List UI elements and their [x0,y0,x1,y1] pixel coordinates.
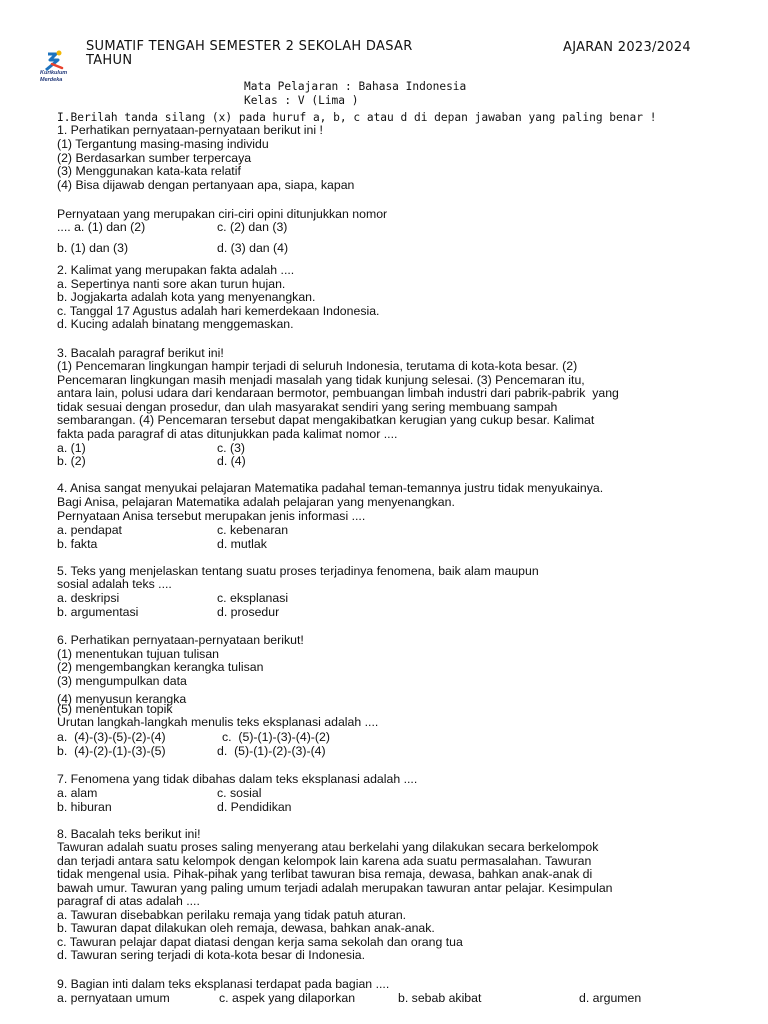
q4-option-d: d. mutlak [217,537,267,551]
logo-text-line-2: Merdeka [40,77,63,83]
q2-option-c: c. Tanggal 17 Agustus adalah hari kemerdekaan Indonesia. [57,304,380,318]
q5-line-1: 5. Teks yang menjelaskan tentang suatu proses terjadinya fenomena, baik alam maupun [57,564,539,578]
q3-paragraph-line-4: tidak sesuai dengan prosedur, dan ulah masyarakat sendiri yang sering membuang sampah [57,400,558,414]
subject-label: Mata Pelajaran : Bahasa Indonesia [244,80,467,93]
logo-mark-icon [38,50,78,72]
q9-question: 9. Bagian inti dalam teks eksplanasi terdapat pada bagian .... [57,977,390,991]
q3-paragraph-line-3: antara lain, polusi udara dari kendaraan bermotor, pembuangan limbah industri dari pabrik-pabrik yang [57,386,619,400]
q8-intro: 8. Bacalah teks berikut ini! [57,827,201,841]
q6-intro: 6. Perhatikan pernyataan-pernyataan berikut! [57,633,304,647]
q4-option-c: c. kebenaran [217,523,289,537]
q5-line-2: sosial adalah teks .... [57,577,172,591]
q9-option-b: b. sebab akibat [398,991,482,1005]
q3-option-c: c. (3) [217,441,246,455]
q9-option-c: c. aspek yang dilaporkan [219,991,356,1005]
q1-intro: 1. Perhatikan pernyataan-pernyataan berikut ini ! [57,123,323,137]
q3-option-b: b. (2) [57,454,86,468]
q8-option-b: b. Tawuran dapat dilakukan oleh remaja, dewasa, bahkan anak-anak. [57,921,435,935]
q6-statement-3: (3) mengumpulkan data [57,674,187,688]
q6-statement-5: (5) menentukan topik [57,702,173,716]
q7-question: 7. Fenomena yang tidak dibahas dalam teks eksplanasi adalah .... [57,772,418,786]
q4-option-a: a. pendapat [57,523,122,537]
q6-statement-2: (2) mengembangkan kerangka tulisan [57,660,264,674]
q6-statement-4: (4) menyusun kerangka [57,692,187,706]
q6-option-b: b. (4)-(2)-(1)-(3)-(5) [57,744,166,758]
q1-question: Pernyataan yang merupakan ciri-ciri opini ditunjukkan nomor [57,207,388,221]
q7-option-a: a. alam [57,786,98,800]
q1-statement-3: (3) Menggunakan kata-kata relatif [57,164,241,178]
q6-statement-1: (1) menentukan tujuan tulisan [57,647,220,661]
q4-option-b: b. fakta [57,537,98,551]
q7-option-d: d. Pendidikan [217,800,292,814]
q1-statement-2: (2) Berdasarkan sumber terpercaya [57,151,252,165]
q8-option-a: a. Tawuran disebabkan perilaku remaja yang tidak patuh aturan. [57,908,407,922]
q1-option-b: b. (1) dan (3) [57,241,129,255]
q8-text-line-1: Tawuran adalah suatu proses saling menyerang atau berkelahi yang dilakukan secara berkelompok [57,840,599,854]
q2-option-a: a. Sepertinya nanti sore akan turun hujan. [57,277,286,291]
q2-question: 2. Kalimat yang merupakan fakta adalah .... [57,263,295,277]
q6-option-d: d. (5)-(1)-(2)-(3)-(4) [217,744,326,758]
q1-option-c: c. (2) dan (3) [217,220,288,234]
q3-option-d: d. (4) [217,454,246,468]
q8-text-line-4: bawah umur. Tawuran yang paling umum terjadi adalah merupakan tawuran antar pelajar. Kesimpulan [57,881,613,895]
q2-option-d: d. Kucing adalah binatang menggemaskan. [57,317,294,331]
q4-line-1: 4. Anisa sangat menyukai pelajaran Matematika padahal teman-temannya justru tidak menyukainya. [57,481,604,495]
q1-option-a: .... a. (1) dan (2) [57,220,146,234]
exam-title-line-1: SUMATIF TENGAH SEMESTER 2 SEKOLAH DASAR [86,39,413,54]
q8-text-line-2: dan terjadi antara satu kelompok dengan kelompok lain karena ada suatu permasalahan. Tawuran [57,854,592,868]
q3-paragraph-line-1: (1) Pencemaran lingkungan hampir terjadi di seluruh Indonesia, terutama di kota-kota besar. (2) [57,359,578,373]
logo-text-line-1: Kurikulum [40,70,68,76]
q7-option-c: c. sosial [217,786,262,800]
q3-option-a: a. (1) [57,441,86,455]
q6-option-c: c. (5)-(1)-(3)-(4)-(2) [222,730,330,744]
instruction-text: I.Berilah tanda silang (x) pada huruf a, b, c atau d di depan jawaban yang paling benar ! [57,111,657,124]
q5-option-b: b. argumentasi [57,605,139,619]
q8-option-d: d. Tawuran sering terjadi di kota-kota besar di Indonesia. [57,948,366,962]
q9-option-d: d. argumen [579,991,642,1005]
q5-option-c: c. eksplanasi [217,591,289,605]
exam-title-line-2: TAHUN [86,53,133,68]
q6-option-a: a. (4)-(3)-(5)-(2)-(4) [57,730,166,744]
q2-option-b: b. Jogjakarta adalah kota yang menyenangkan. [57,290,316,304]
q8-option-c: c. Tawuran pelajar dapat diatasi dengan kerja sama sekolah dan orang tua [57,935,463,949]
q3-paragraph-line-5: sembarangan. (4) Pencemaran tersebut dapat mengakibatkan kerugian yang cukup besar. Kalimat [57,413,595,427]
q1-option-d: d. (3) dan (4) [217,241,289,255]
q3-paragraph-line-2: Pencemaran lingkungan masih menjadi masalah yang tidak kunjung selesai. (3) Pencemaran itu, [57,373,585,387]
q8-text-line-5: paragraf di atas adalah .... [57,894,200,908]
academic-year: AJARAN 2023/2024 [563,40,691,55]
q8-text-line-3: tidak mengenal usia. Pihak-pihak yang terlibat tawuran bisa remaja, dewasa, bahkan anak-anak di [57,867,593,881]
q6-question: Urutan langkah-langkah menulis teks eksplanasi adalah .... [57,715,379,729]
q3-intro: 3. Bacalah paragraf berikut ini! [57,346,224,360]
q3-paragraph-line-6: fakta pada paragraf di atas ditunjukkan pada kalimat nomor .... [57,427,398,441]
q5-option-d: d. prosedur [217,605,280,619]
q4-line-2: Bagi Anisa, pelajaran Matematika adalah pelajaran yang menyenangkan. [57,495,455,509]
q7-option-b: b. hiburan [57,800,112,814]
q5-option-a: a. deskripsi [57,591,120,605]
q1-statement-1: (1) Tergantung masing-masing individu [57,137,269,151]
q4-question: Pernyataan Anisa tersebut merupakan jenis informasi .... [57,509,366,523]
q9-option-a: a. pernyataan umum [57,991,170,1005]
grade-label: Kelas : V (Lima ) [244,94,359,107]
q1-statement-4: (4) Bisa dijawab dengan pertanyaan apa, siapa, kapan [57,178,355,192]
